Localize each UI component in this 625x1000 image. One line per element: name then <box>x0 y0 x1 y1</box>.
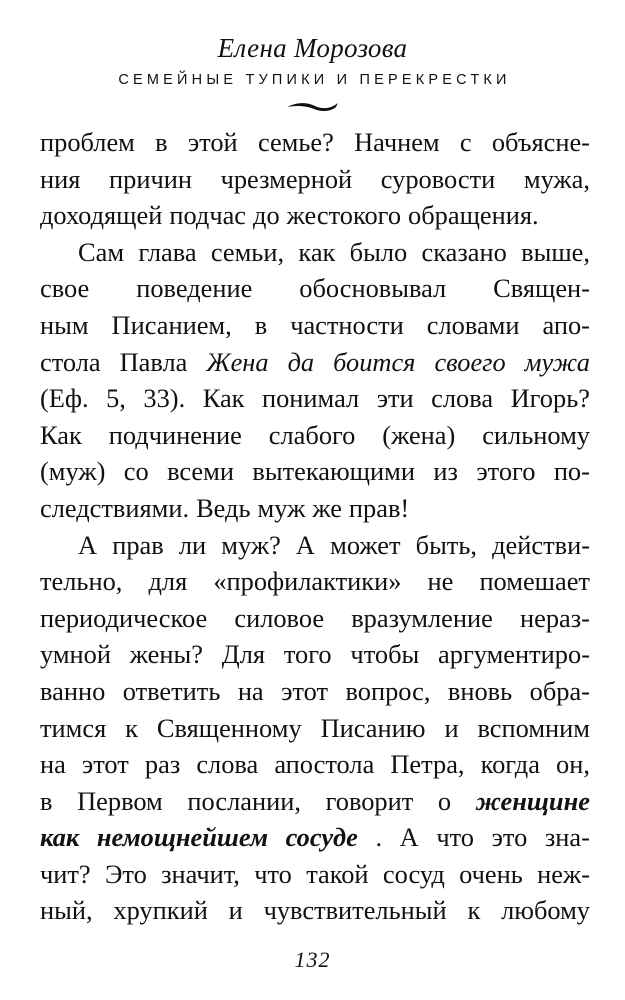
word: в <box>40 785 53 816</box>
word: . <box>375 822 383 853</box>
page-number: 132 <box>294 947 331 972</box>
word: может <box>330 529 401 560</box>
word: Для <box>221 639 266 670</box>
word: Павла <box>119 346 188 377</box>
emphasized-word: как <box>40 822 80 853</box>
word: тельно, <box>40 566 123 597</box>
word: сильному <box>482 419 590 450</box>
emphasized-word: мужа <box>524 346 590 377</box>
word: такой <box>306 858 369 889</box>
word: быть, <box>415 529 477 560</box>
book-title: СЕМЕЙНЫЕ ТУПИКИ И ПЕРЕКРЕСТКИ <box>118 72 511 88</box>
word: на <box>40 749 66 780</box>
emphasized-word: женщине <box>475 785 590 816</box>
word: чувствительный <box>263 895 447 926</box>
text-line <box>40 270 590 307</box>
word: когда <box>480 749 540 780</box>
word: в <box>155 127 168 157</box>
text-line <box>40 710 590 747</box>
text-line <box>40 636 590 673</box>
swash-ornament-icon <box>283 98 343 114</box>
text-line <box>40 453 590 490</box>
word: суровости <box>380 163 496 194</box>
word: это <box>491 822 528 853</box>
word: к <box>125 712 138 743</box>
word: апо- <box>542 309 590 340</box>
word: подчинение <box>108 419 242 450</box>
word: неж- <box>537 858 590 889</box>
word: силовое <box>234 602 325 633</box>
text-line <box>40 124 590 161</box>
text-line <box>40 746 590 783</box>
word: Священному <box>156 712 302 743</box>
word: подчас <box>169 200 247 231</box>
word: ванно <box>40 675 106 706</box>
emphasized-word: сосуде <box>285 822 358 853</box>
word: зна- <box>544 822 590 853</box>
word: стола <box>40 346 101 377</box>
word: этот <box>281 675 329 706</box>
word: сосуд <box>382 858 445 889</box>
word: слабого <box>268 419 356 450</box>
word: 33). <box>143 383 186 414</box>
word: Как <box>202 383 245 414</box>
word: А <box>295 529 315 560</box>
word: не <box>427 566 454 597</box>
word: слова <box>431 383 494 414</box>
emphasized-word: Жена <box>206 346 269 377</box>
word: для <box>148 566 188 597</box>
text-line <box>40 161 590 198</box>
word: обра- <box>529 675 590 706</box>
word: умной <box>40 639 111 670</box>
word: семьи, <box>210 236 285 267</box>
text-line <box>40 344 590 381</box>
word: аргументиро- <box>438 639 590 670</box>
word: действи- <box>492 529 590 560</box>
word: понимал <box>261 383 360 414</box>
text-line <box>40 563 590 600</box>
word: ный, <box>40 895 93 926</box>
word: муж <box>257 492 306 523</box>
word: обосновывал <box>299 273 447 304</box>
word: доходящей <box>40 200 163 231</box>
word: к <box>467 895 481 926</box>
word: поведение <box>136 273 253 304</box>
word: хрупкий <box>113 895 208 926</box>
word: (Еф. <box>40 383 89 414</box>
word: Первом <box>77 785 163 816</box>
word: «профилактики» <box>213 566 402 597</box>
word: очень <box>459 858 523 889</box>
word: о <box>437 785 452 816</box>
word: жестокого <box>286 200 402 231</box>
word: чтобы <box>350 639 420 670</box>
word: и <box>228 895 243 926</box>
word: значит, <box>161 858 240 889</box>
word: ния <box>40 163 81 194</box>
word: эти <box>376 383 414 414</box>
word: апостола <box>274 749 375 780</box>
emphasized-word: немощнейшем <box>96 822 269 853</box>
word: ответить <box>122 675 221 706</box>
text-line <box>40 307 590 344</box>
emphasized-word: да <box>287 346 315 377</box>
word: муж? <box>221 529 281 560</box>
running-header <box>0 32 625 114</box>
word: Писанию <box>320 712 426 743</box>
word: говорит <box>325 785 414 816</box>
word: частности <box>290 309 404 340</box>
word: проблем <box>40 127 135 157</box>
word: (жена) <box>382 419 456 450</box>
word: объясне- <box>491 127 590 157</box>
word: всеми <box>167 456 234 487</box>
word: до <box>253 200 280 231</box>
word: глава <box>138 236 197 267</box>
word: вопрос, <box>345 675 431 706</box>
word: вразумление <box>351 602 493 633</box>
word: Игорь? <box>510 383 590 414</box>
word: ли <box>178 529 207 560</box>
word: вытекающими <box>252 456 415 487</box>
word: что <box>254 858 292 889</box>
text-line <box>40 783 590 820</box>
word: прав! <box>348 492 410 523</box>
text-line <box>40 892 590 929</box>
word: жены? <box>129 639 203 670</box>
word: помешает <box>479 566 590 597</box>
word: со <box>123 456 149 487</box>
word: чрезмерной <box>220 163 353 194</box>
word: вновь <box>447 675 513 706</box>
word: из <box>433 456 458 487</box>
word: следствиями. <box>40 492 190 523</box>
word: вспомним <box>477 712 590 743</box>
word: Священ- <box>493 273 590 304</box>
word: (муж) <box>40 456 106 487</box>
word: периодическое <box>40 602 208 633</box>
word: же <box>312 492 342 523</box>
text-line <box>40 490 590 527</box>
text-line <box>40 819 590 856</box>
text-line <box>40 600 590 637</box>
text-line <box>40 856 590 893</box>
emphasized-word: своего <box>434 346 506 377</box>
word: этой <box>187 127 238 157</box>
text-line <box>40 417 590 454</box>
text-line <box>40 380 590 417</box>
word: Начнем <box>354 127 440 157</box>
word: Ведь <box>196 492 251 523</box>
word: А <box>78 529 98 560</box>
word: Петра, <box>390 749 465 780</box>
word: Писанием, <box>111 309 232 340</box>
word: любому <box>501 895 590 926</box>
body-text <box>40 124 590 929</box>
author-name: Елена Морозова <box>217 33 408 63</box>
word: тимся <box>40 712 107 743</box>
text-line <box>40 197 590 234</box>
word: выше, <box>521 236 590 267</box>
word: причин <box>109 163 192 194</box>
word: и <box>444 712 459 743</box>
emphasized-word: боится <box>333 346 416 377</box>
word: в <box>254 309 268 340</box>
text-line <box>40 527 590 564</box>
word: словами <box>426 309 520 340</box>
word: А <box>399 822 419 853</box>
word: на <box>237 675 264 706</box>
word: ным <box>40 309 89 340</box>
word: этот <box>81 749 129 780</box>
word: прав <box>112 529 164 560</box>
word: слова <box>196 749 259 780</box>
word: обращения. <box>408 200 539 231</box>
word: семье? <box>257 127 334 157</box>
word: с <box>459 127 472 157</box>
word: чит? <box>40 858 91 889</box>
word: он, <box>556 749 590 780</box>
word: Как <box>40 419 82 450</box>
word: по- <box>553 456 590 487</box>
word: Сам <box>78 236 125 267</box>
text-line <box>40 673 590 710</box>
word: мужа, <box>523 163 590 194</box>
text-line <box>40 234 590 271</box>
word: Это <box>104 858 147 889</box>
word: того <box>283 639 332 670</box>
word: этого <box>476 456 536 487</box>
word: 5, <box>106 383 126 414</box>
word: свое <box>40 273 90 304</box>
word: раз <box>144 749 181 780</box>
word: сказано <box>421 236 507 267</box>
word: нераз- <box>520 602 590 633</box>
word: что <box>436 822 474 853</box>
word: послании, <box>187 785 301 816</box>
word: было <box>349 236 408 267</box>
word: как <box>298 236 336 267</box>
